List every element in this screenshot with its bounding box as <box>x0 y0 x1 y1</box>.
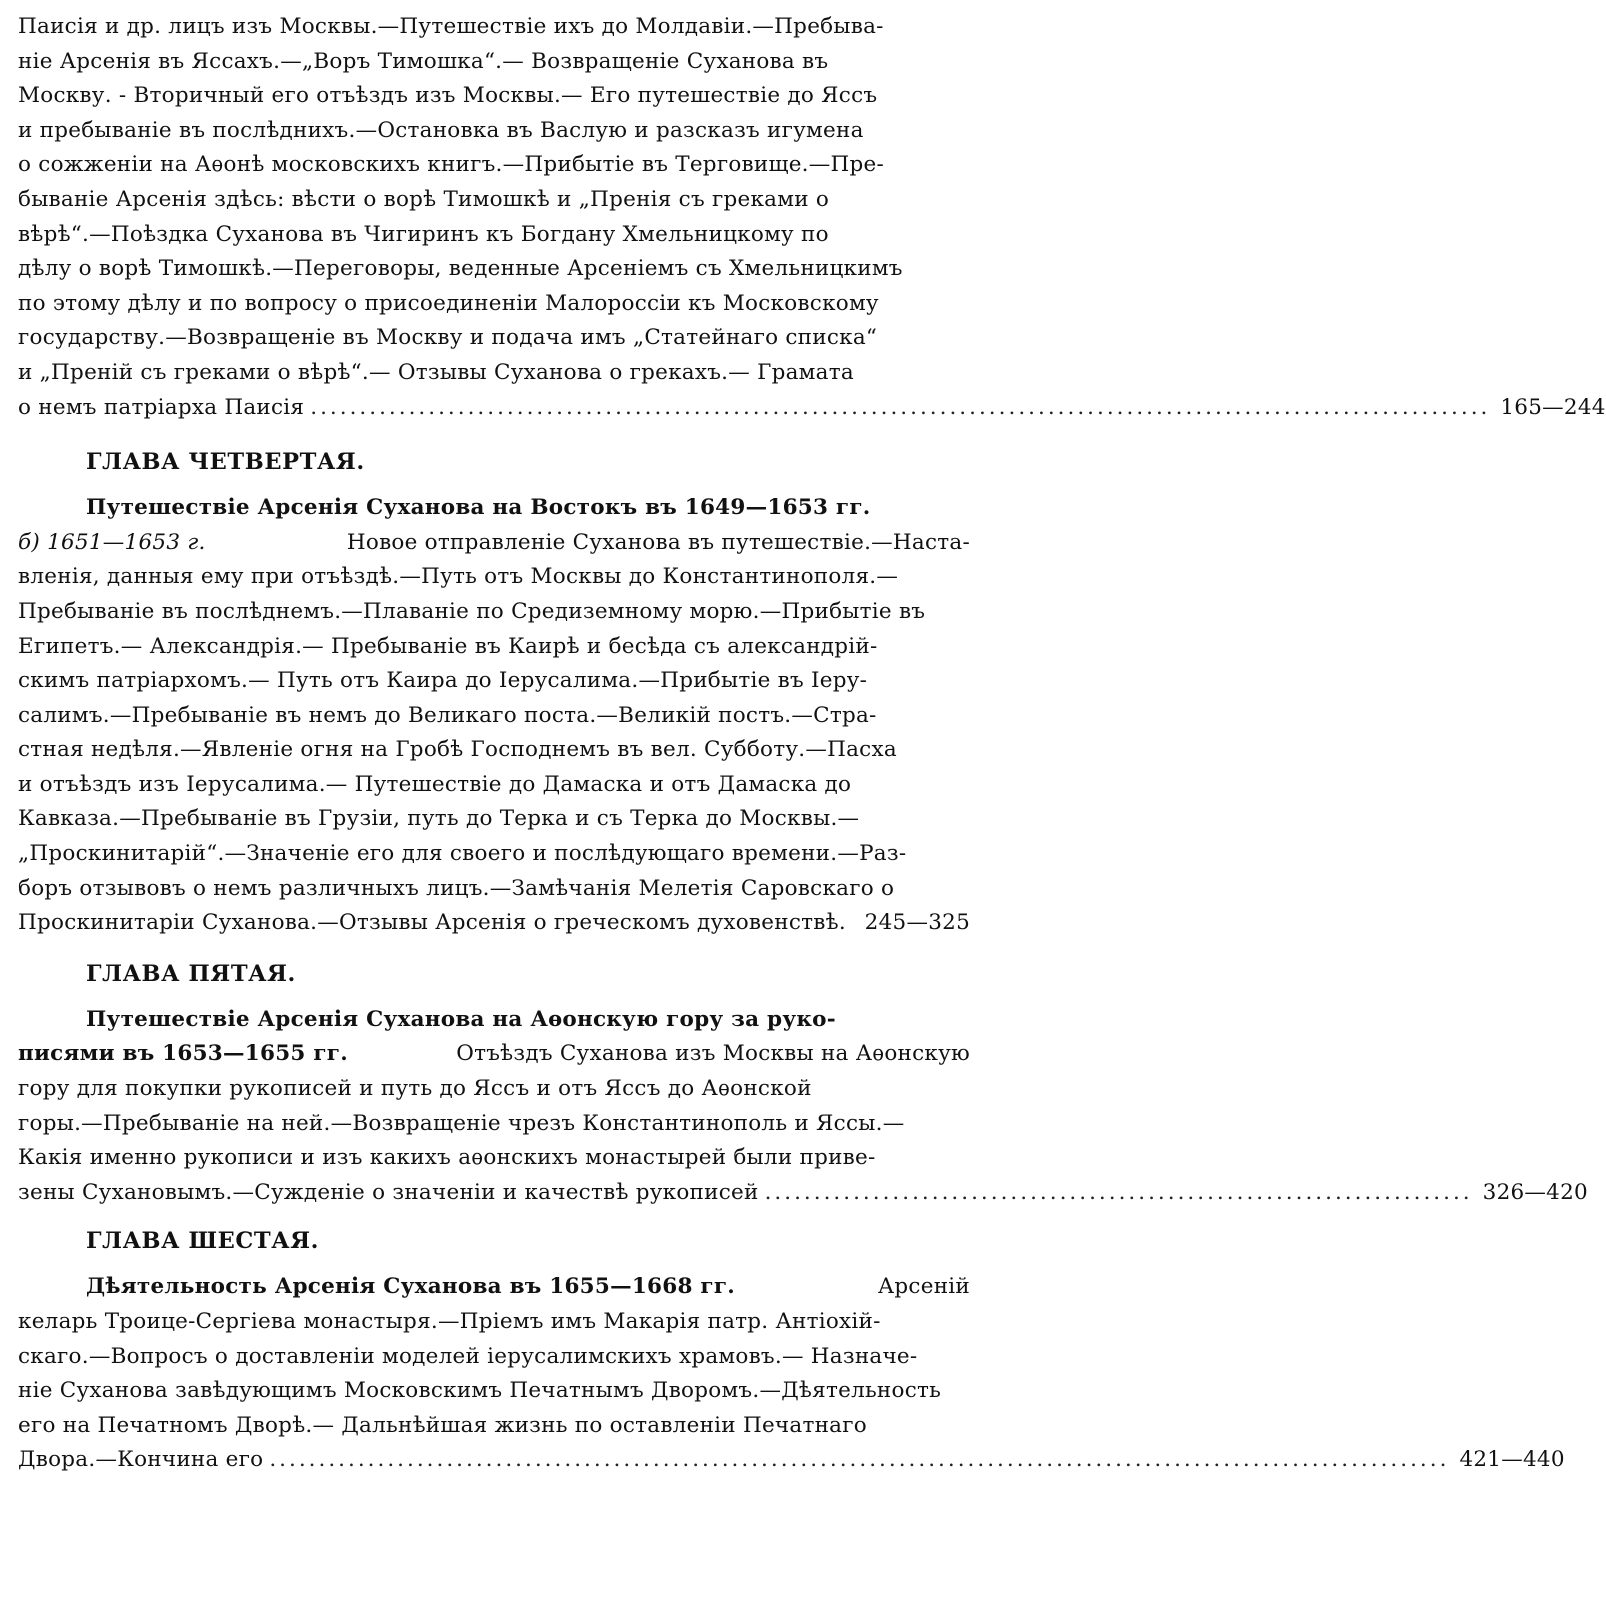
text-line: его на Печатномъ Дворѣ.— Дальнѣйшая жизнь по оставленіи Печатнаго <box>18 1412 867 1438</box>
text-line: по этому дѣлу и по вопросу о присоединеніи Малороссіи къ Московскому <box>18 290 879 316</box>
chapter-title: Путешествіе Арсенія Суханова на Востокъ въ 1649—1653 гг. <box>86 495 871 521</box>
text-line: вѣрѣ“.—Поѣздка Суханова въ Чигиринъ къ Богдану Хмельницкому по <box>18 221 829 247</box>
toc-page <box>18 10 1606 1478</box>
text-line-with-pages: Двора.—Кончина его ........................................................................................................................ 421—440 <box>18 1443 970 1478</box>
text-line: боръ отзывовъ о немъ различныхъ лицъ.—Замѣчанія Мелетія Саровскаго о <box>18 875 895 901</box>
chapter-heading: ГЛАВА ШЕСТАЯ. <box>86 1228 320 1255</box>
text-line: стная недѣля.—Явленіе огня на Гробѣ Господнемъ въ вел. Субботу.—Пасха <box>18 737 897 763</box>
toc-entry-chapter4 <box>18 445 970 941</box>
text-line: Пребываніе въ послѣднемъ.—Плаваніе по Средиземному морю.—Прибытіе въ <box>18 598 926 624</box>
chapter-title: Путешествіе Арсенія Суханова на Аѳонскую гору за руко- <box>86 1006 836 1032</box>
text-line: салимъ.—Пребываніе въ немъ до Великаго поста.—Великій постъ.—Стра- <box>18 702 877 728</box>
text-line: государству.—Возвращеніе въ Москву и подача имъ „Статейнаго списка“ <box>18 325 878 351</box>
page-range: 326—420 <box>1482 1179 1588 1205</box>
dot-leader: ........................................................................ <box>764 1179 1473 1205</box>
text-line: Москву. - Вторичный его отъѣздъ изъ Москвы.— Его путешествіе до Яссъ <box>18 83 878 109</box>
text-line: б) 1651—1653 г. Новое отправленіе Суханова въ путешествіе.—Наста- <box>18 529 970 555</box>
text-line: писями въ 1653—1655 гг. Отъѣздъ Суханова изъ Москвы на Аѳонскую <box>18 1041 970 1067</box>
text-line: и „Преній съ греками о вѣрѣ“.— Отзывы Суханова о грекахъ.— Грамата <box>18 359 854 385</box>
text-line: бываніе Арсенія здѣсь: вѣсти о ворѣ Тимошкѣ и „Пренія съ греками о <box>18 186 830 212</box>
text-line: „Проскинитарій“.—Значеніе его для своего и послѣдующаго времени.—Раз- <box>18 841 907 867</box>
toc-entry-chapter6 <box>18 1224 1565 1478</box>
text-line: и отъѣздъ изъ Іерусалима.— Путешествіе до Дамаска и отъ Дамаска до <box>18 771 852 797</box>
dot-leader: ........................................................................................................................ <box>310 394 1491 420</box>
page-range: 245—325 <box>864 910 970 936</box>
text-line: и пребываніе въ послѣднихъ.—Остановка въ Васлую и разсказъ игумена <box>18 117 864 143</box>
toc-entry-chapter3-continued <box>18 10 1606 425</box>
text-line: горы.—Пребываніе на ней.—Возвращеніе чрезъ Константинополь и Яссы.— <box>18 1110 905 1136</box>
text-line: дѣлу о ворѣ Тимошкѣ.—Переговоры, веденные Арсеніемъ съ Хмельницкимъ <box>18 256 903 282</box>
text-line-with-pages: Проскинитаріи Суханова.—Отзывы Арсенія о греческомъ духовенствѣ. 245—325 <box>18 906 970 941</box>
text-line: о сожженіи на Аѳонѣ московскихъ книгъ.—Прибытіе въ Терговище.—Пре- <box>18 152 885 178</box>
text-line-with-pages: о немъ патріарха Паисія ........................................................................................................................ 165—244 <box>18 391 970 426</box>
text-line: Кавказа.—Пребываніе въ Грузіи, путь до Терка и съ Терка до Москвы.— <box>18 806 860 832</box>
text-line: ніе Суханова завѣдующимъ Московскимъ Печатнымъ Дворомъ.—Дѣятельность <box>18 1378 942 1404</box>
text-line: Египетъ.— Александрія.— Пребываніе въ Каирѣ и бесѣда съ александрій- <box>18 633 878 659</box>
text-line: скимъ патріархомъ.— Путь отъ Каира до Іерусалима.—Прибытіе въ Іеру- <box>18 668 868 694</box>
text-line: ніе Арсенія въ Яссахъ.—„Воръ Тимошка“.— Возвращеніе Суханова въ <box>18 48 829 74</box>
text-line-with-pages: зены Сухановымъ.—Сужденіе о значеніи и качествѣ рукописей ........................................................................ 326—420 <box>18 1176 970 1211</box>
text-line: вленія, данныя ему при отъѣздѣ.—Путь отъ Москвы до Константинополя.— <box>18 564 899 590</box>
chapter-heading: ГЛАВА ЧЕТВЕРТАЯ. <box>86 449 365 476</box>
text-line: Дѣятельность Арсенія Суханова въ 1655—1668 гг. Арсеній <box>86 1274 970 1300</box>
page-range: 165—244 <box>1500 394 1606 420</box>
text-line: скаго.—Вопросъ о доставленіи моделей іерусалимскихъ храмовъ.— Назначе- <box>18 1343 918 1369</box>
toc-entry-chapter5 <box>18 957 1588 1211</box>
dot-leader: ........................................................................................................................ <box>269 1447 1450 1473</box>
text-line: келарь Троице-Сергіева монастыря.—Пріемъ имъ Макарія патр. Антіохій- <box>18 1309 881 1334</box>
page-range: 421—440 <box>1459 1447 1565 1473</box>
text-line: Паисія и др. лицъ изъ Москвы.—Путешествіе ихъ до Молдавіи.—Пребыва- <box>18 14 884 39</box>
chapter-heading: ГЛАВА ПЯТАЯ. <box>86 960 296 987</box>
text-line: гору для покупки рукописей и путь до Яссъ и отъ Яссъ до Аѳонской <box>18 1076 812 1102</box>
text-line: Какія именно рукописи и изъ какихъ аѳонскихъ монастырей были приве- <box>18 1145 876 1171</box>
